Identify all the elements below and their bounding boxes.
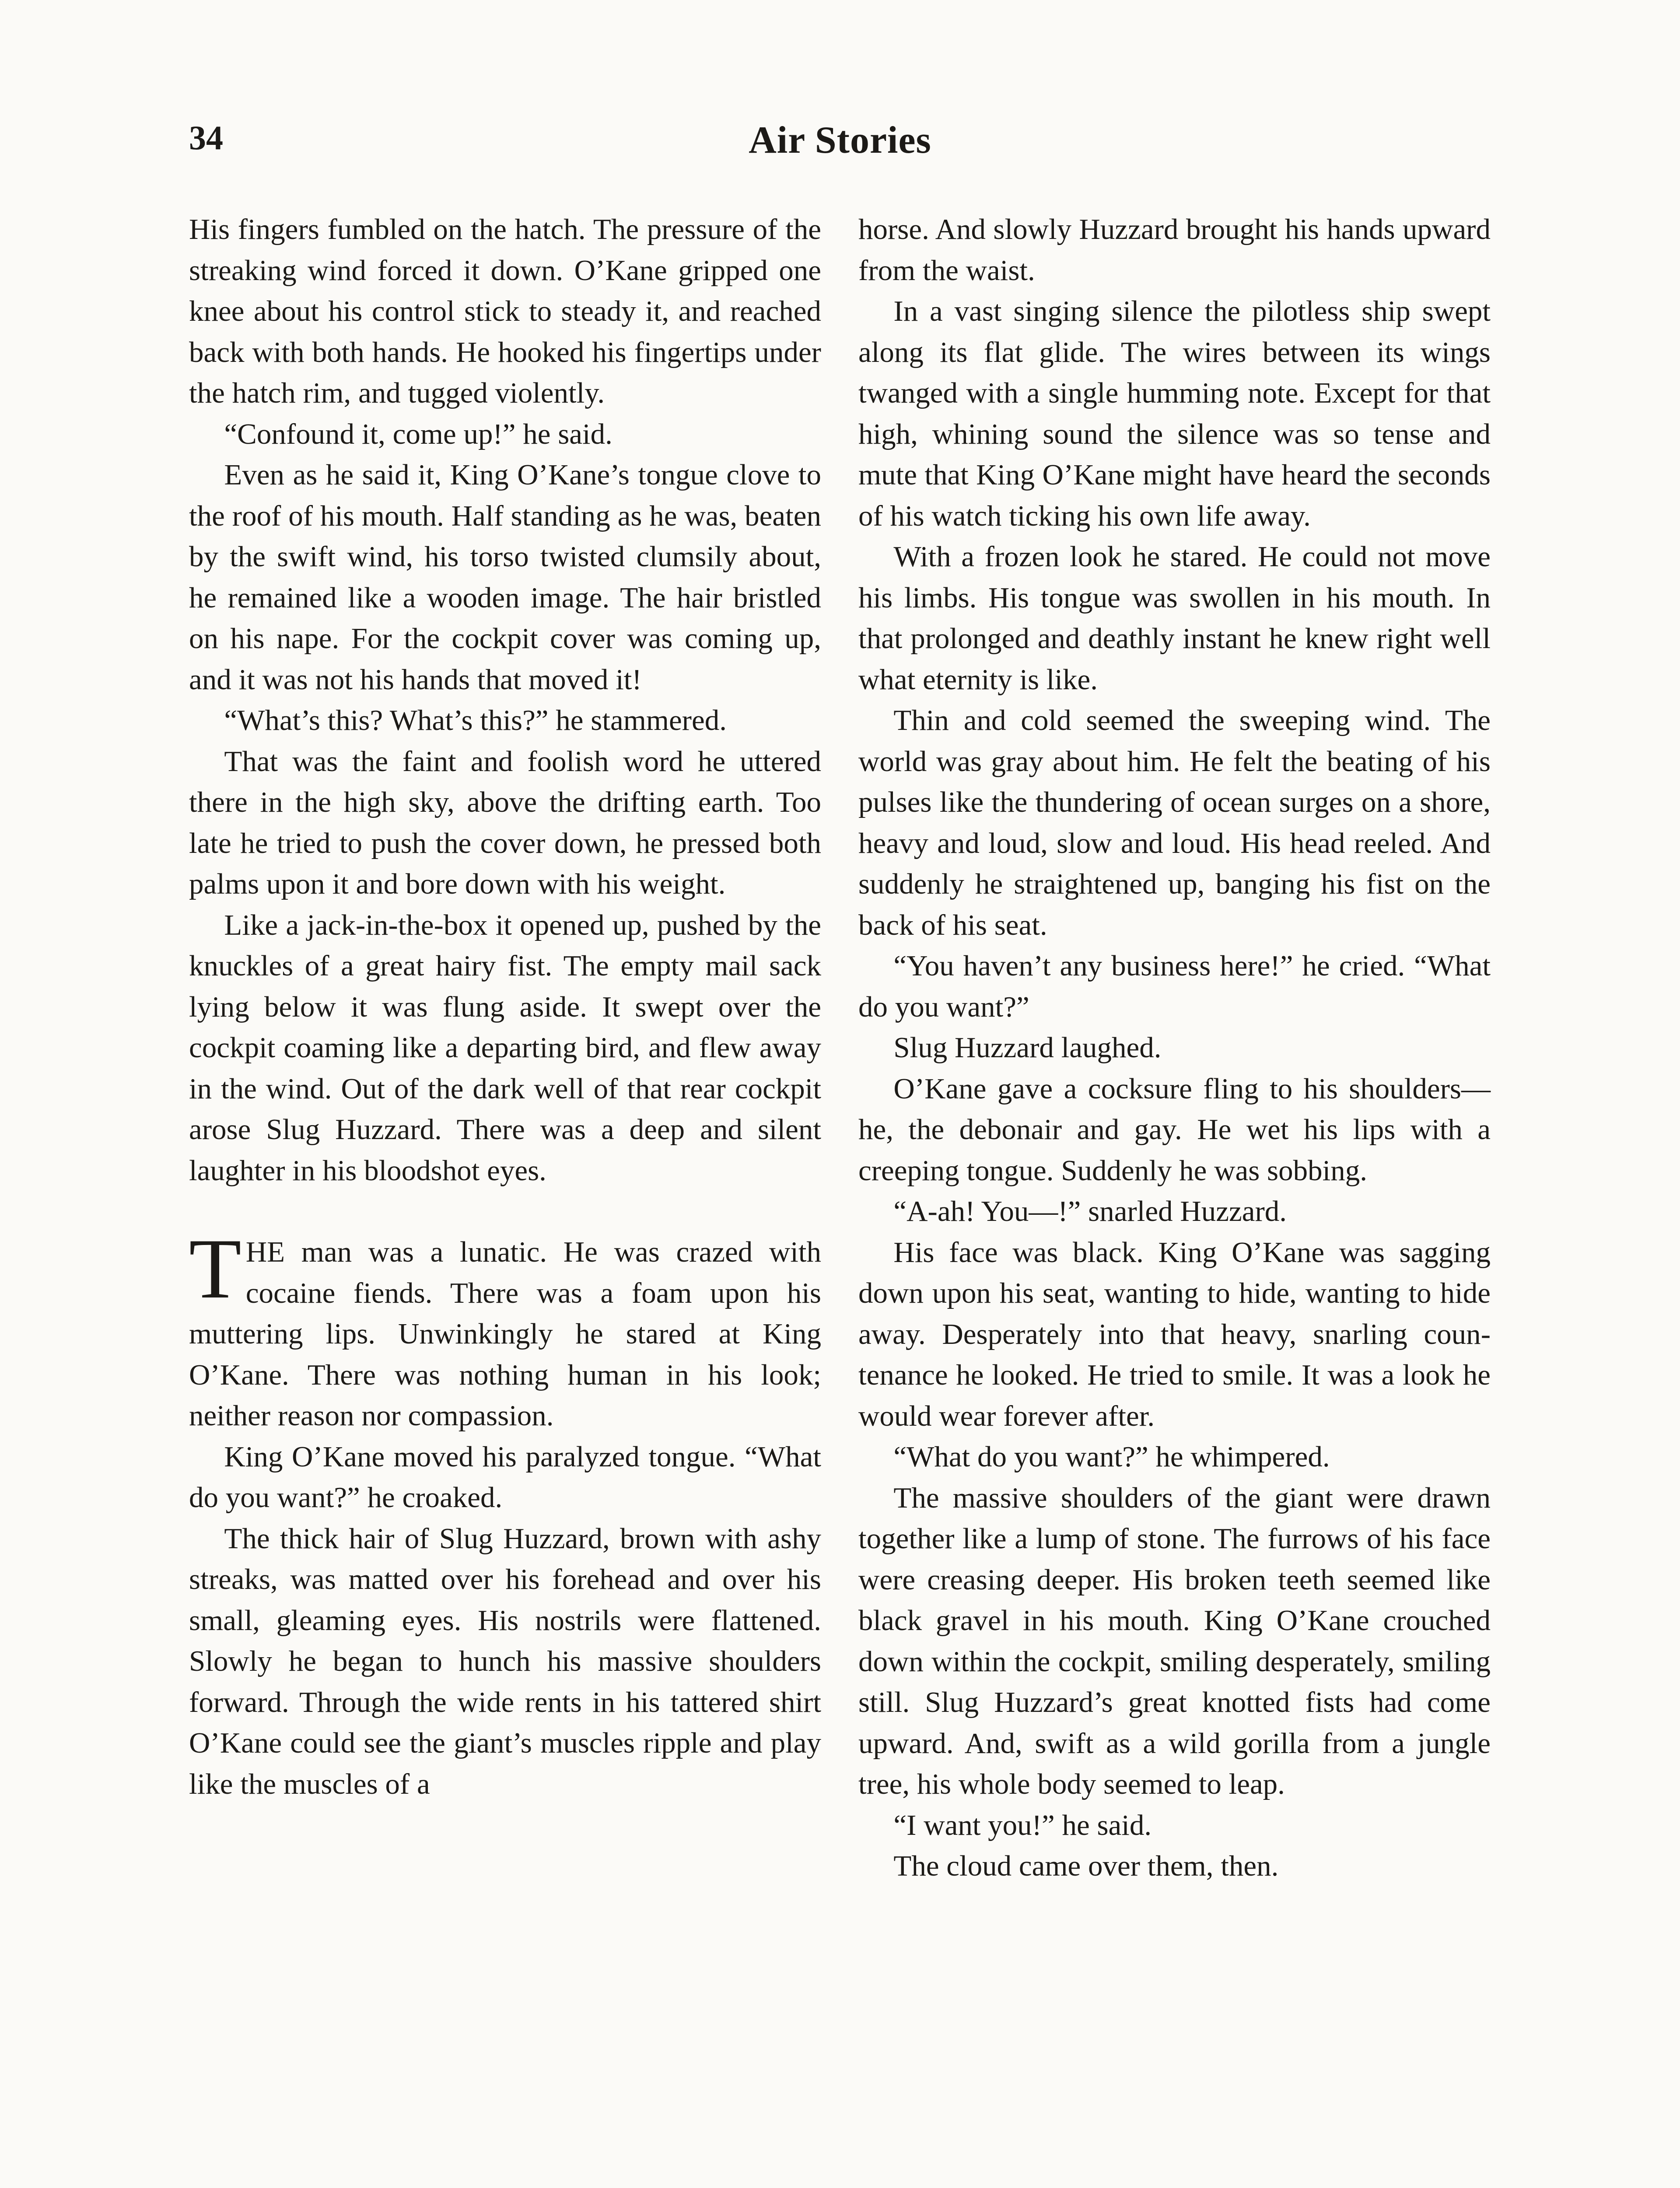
paragraph: “I want you!” he said.: [893, 1809, 1152, 1841]
paragraph: horse. And slowly Huzzard brought his hands upward from the waist.: [858, 213, 1491, 287]
paragraph: Even as he said it, King O’Kane’s tongue clove to the roof of his mouth. Half standing as he was, beaten by the swift wind, his torso twisted clumsily about, he remained like a wooden image. The hair bristled on his nape. For the cockpit cover was coming up, and it was not his hands that moved it!: [189, 459, 821, 696]
paragraph: Thin and cold seemed the sweeping wind. The world was gray about him. He felt the beating of his pulses like the thundering of ocean surges on a shore, heavy and loud, slow and loud. His head reeled. And suddenly he straightened up, banging his fist on the back of his seat.: [858, 704, 1491, 941]
paragraph: The massive shoulders of the giant were drawn together like a lump of stone. The furrows of his face were creasing deeper. His broken teeth seemed like black gravel in his mouth. King O’Kane crouched down within the cockpit, smiling desperately, smiling still. Slug Huzzard’s great knotted fists had come upward. And, swift as a wild gorilla from a jungle tree, his whole body seemed to leap.: [858, 1481, 1491, 1800]
magazine-title: Air Stories: [749, 119, 931, 161]
paragraph: King O’Kane moved his paralyzed tongue. “What do you want?” he croaked.: [189, 1440, 821, 1514]
paragraph-text: HE man was a lunatic. He was crazed with cocaine fiends. There was a foam upon his muttering lips. Unwinkingly he stared at King O’Kane. There was nothing human in his look; neither reason nor compassion.: [189, 1236, 821, 1432]
paragraph: Slug Huzzard laughed.: [893, 1031, 1162, 1064]
section-paragraph: [189, 1221, 821, 1437]
drop-cap: T: [189, 1221, 242, 1316]
paragraph: In a vast singing silence the pilotless ship swept along its flat glide. The wires between its wings twanged with a single humming note. Except for that high, whining sound the silence was so tense and mute that King O’Kane might have heard the seconds of his watch ticking his own life away.: [858, 295, 1491, 532]
right-column: [858, 209, 1491, 1887]
paragraph: “What’s this? What’s this?” he stammered.: [224, 704, 727, 736]
paragraph: “You haven’t any business here!” he cried. “What do you want?”: [858, 950, 1491, 1023]
paragraph: O’Kane gave a cocksure fling to his shoulders—he, the debonair and gay. He wet his lips with a creeping tongue. Suddenly he was sobbing.: [858, 1072, 1491, 1187]
left-column: [189, 209, 821, 1805]
paragraph: His face was black. King O’Kane was sagging down upon his seat, wanting to hide, wanting to hide away. Desperately into that heavy, snarling countenance he looked. He tried to smile. It was a look he would wear forever after.: [858, 1236, 1491, 1432]
paragraph: That was the faint and foolish word he uttered there in the high sky, above the drifting earth. Too late he tried to push the cover down, he pressed both palms upon it and bore down with his weight.: [189, 745, 821, 900]
page-number: 34: [189, 119, 223, 157]
paragraph: The thick hair of Slug Huzzard, brown with ashy streaks, was matted over his forehead and over his small, gleaming eyes. His nostrils were flattened. Slowly he began to hunch his massive shoulders forward. Through the wide rents in his tattered shirt O’Kane could see the giant’s muscles ripple and play like the muscles of a: [189, 1522, 821, 1800]
paragraph: The cloud came over them, then.: [893, 1850, 1279, 1882]
paragraph: “A-ah! You—!” snarled Huzzard.: [893, 1195, 1287, 1227]
page-header: [189, 118, 1491, 171]
paragraph: “Confound it, come up!” he said.: [224, 417, 612, 450]
paragraph: Like a jack-in-the-box it opened up, pushed by the knuckles of a great hairy fist. The empty mail sack lying below it was flung aside. It swept over the cockpit coaming like a departing bird, and flew away in the wind. Out of the dark well of that rear cockpit arose Slug Huzzard. There was a deep and silent laughter in his bloodshot eyes.: [189, 908, 821, 1187]
paragraph: “What do you want?” he whimpered.: [893, 1441, 1330, 1473]
paragraph: With a frozen look he stared. He could not move his limbs. His tongue was swollen in his mouth. In that prolonged and deathly instant he knew right well what eternity is like.: [858, 540, 1491, 696]
paragraph: His fingers fumbled on the hatch. The pressure of the streaking wind forced it down. O’Kane gripped one knee about his control stick to steady it, and reached back with both hands. He hooked his fingertips under the hatch rim, and tugged violently.: [189, 213, 821, 409]
